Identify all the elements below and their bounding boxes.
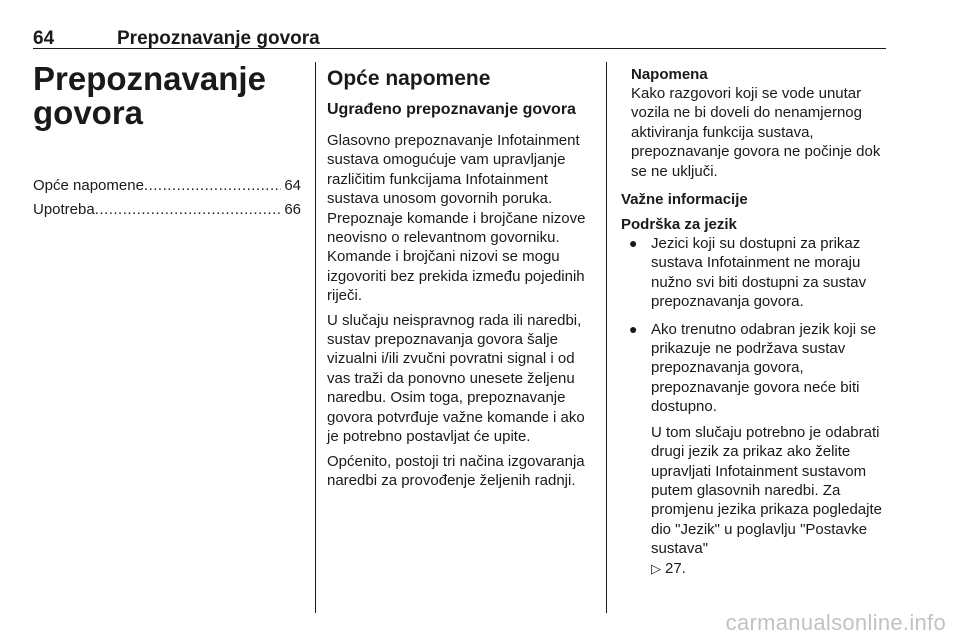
toc-entry-label: Opće napomene xyxy=(33,177,144,194)
left-column xyxy=(33,62,301,224)
list-item xyxy=(621,234,887,312)
important-info-heading: Važne informacije xyxy=(621,191,748,209)
column-divider xyxy=(315,62,316,613)
bullet-list xyxy=(621,234,887,578)
chapter-title-line: govora xyxy=(33,94,144,131)
subparagraph-text: U tom slučaju potrebno je odabrati drugi jezik za prikaz ako želite upravljati Infotainment sustavom putem glasovnih naredbi. Za promjenu jezika prikaza pogledajte dio "Jezik" u poglavlju "Postavke sustava" xyxy=(651,423,882,558)
chapter-title xyxy=(33,62,301,130)
list-item-text: Jezici koji su dostupni za prikaz sustava Infotainment ne moraju nužno svi biti dostupni za sustav prepoznavanja govora. xyxy=(651,235,867,311)
page-header xyxy=(33,28,886,49)
toc-entry-page: 64 xyxy=(284,177,301,194)
note-body: Kako razgovori koji se vode unutar vozila ne bi doveli do nenamjernog aktiviranja funkcija sustava, prepoznavanje govora ne počinje dok se ne uključi. xyxy=(631,85,881,180)
note-box xyxy=(631,62,887,181)
toc-entry-label: Upotreba xyxy=(33,201,95,218)
middle-column xyxy=(327,62,595,495)
subsection-title: Ugrađeno prepoznavanje govora xyxy=(327,101,576,118)
watermark: carmanualsonline.info xyxy=(725,610,946,635)
note-title: Napomena xyxy=(631,66,708,83)
list-item-text: Ako trenutno odabran jezik koji se prikazuje ne podržava sustav prepoznavanja govora, prepoznavanje govora neće biti dostupno. xyxy=(651,320,877,416)
paragraph: U slučaju neispravnog rada ili naredbi, sustav prepoznavanja govora šalje vizualni i/ili zvučni povratni signal i od vas traži da ponovno unesete željenu naredbu. Osim toga, prepoznavanje govora potvrđuje važne komande i ako je potrebno postavljat će upite. xyxy=(327,311,585,446)
toc-leader-dots xyxy=(144,176,281,196)
right-column xyxy=(621,62,887,586)
table-of-contents xyxy=(33,176,301,220)
section-title: Opće napomene xyxy=(327,67,491,90)
paragraph: Glasovno prepoznavanje Infotainment sustava omogućuje vam upravljanje različitim funkcijama Infotainment sustava unosom govornih poruka. Prepoznaje komande i brojčane nizove neovisno o relevantnom govorniku. Komande i brojčani nizovi se mogu izgovoriti bez prekida između pojedinih riječi. xyxy=(327,132,586,305)
paragraph: Općenito, postoji tri načina izgovaranja naredbi za provođenje željenih radnji. xyxy=(327,452,585,489)
bullet-icon: ● xyxy=(629,320,638,337)
chapter-title-line: Prepoznavanje xyxy=(33,60,266,97)
page-reference[interactable]: 27. xyxy=(665,559,686,577)
bullet-icon: ● xyxy=(629,235,638,252)
toc-leader-dots xyxy=(95,200,282,220)
toc-entry-page: 66 xyxy=(284,201,301,218)
toc-entry[interactable] xyxy=(33,200,301,220)
page-number: 64 xyxy=(33,28,55,49)
column-divider xyxy=(606,62,607,613)
list-item xyxy=(621,320,887,578)
list-item-subparagraph xyxy=(651,423,887,578)
language-support-heading: Podrška za jezik xyxy=(621,216,737,234)
page-reference-icon: ▷ xyxy=(651,560,661,576)
running-title: Prepoznavanje govora xyxy=(117,28,320,49)
toc-entry[interactable] xyxy=(33,176,301,196)
